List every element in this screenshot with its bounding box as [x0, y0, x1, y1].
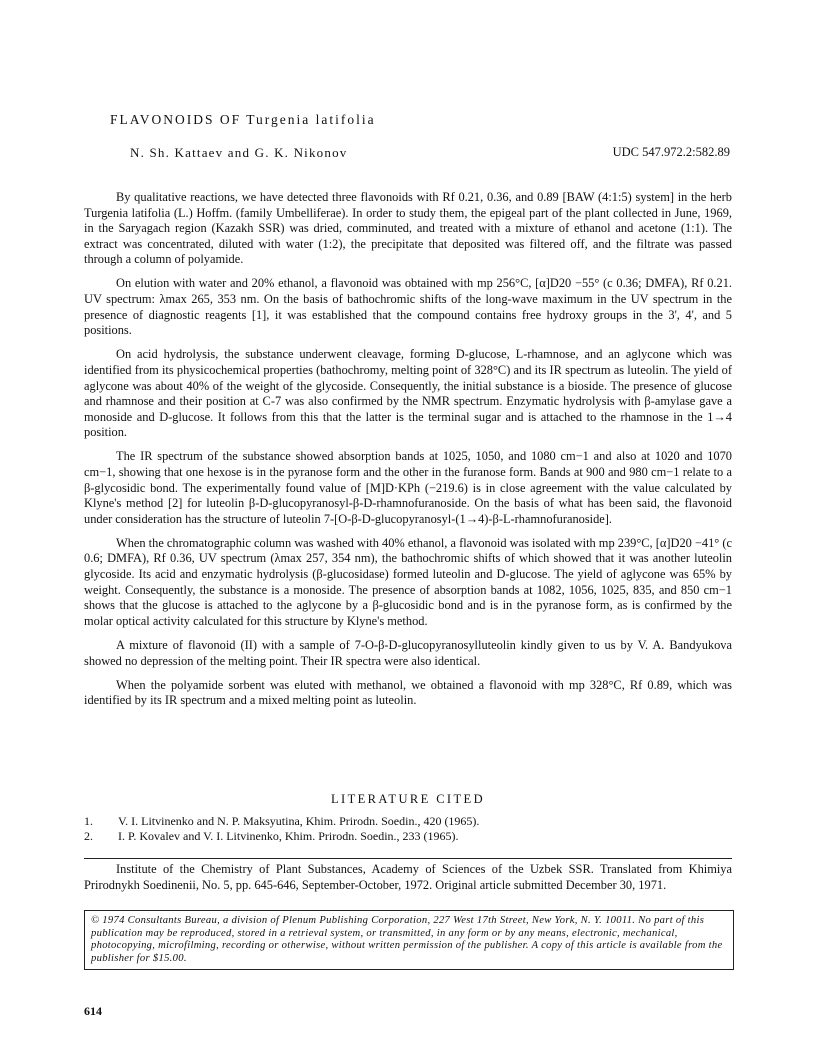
- article-title: FLAVONOIDS OF Turgenia latifolia: [110, 112, 376, 127]
- affiliation-note: Institute of the Chemistry of Plant Substances, Academy of Sciences of the Uzbek SSR. Translated from Khimiya Prirodnykh Soedinenii, No. 5, pp. 645-646, September-October, 1972. Original article submitted December 30, 1971.: [84, 862, 732, 892]
- body-paragraph: A mixture of flavonoid (II) with a sample of 7-O-β-D-glucopyranosylluteolin kindly given to us by V. A. Bandyukova showed no depression of the melting point. Their IR spectra were also identical.: [84, 637, 732, 668]
- references-list: [84, 814, 732, 844]
- body-paragraph: The IR spectrum of the substance showed absorption bands at 1025, 1050, and 1080 cm−1 and also at 1020 and 1070 cm−1, showing that one hexose is in the pyranose form and the other in the furanose form. Bands at 900 and 980 cm−1 relate to a β-glycosidic bond. The experimentally found value of [M]D·KPh (−219.6) is in close agreement with the value calculated by Klyne's method [2] for luteolin β-D-glucopyranosyl-β-D-rhamnofuranoside. On the basis of what has been said, the flavonoid under consideration has the structure of luteolin 7-[O-β-D-glucopyranosyl-(1→4)-β-L-rhamnofuranoside].: [84, 449, 732, 526]
- references-heading: LITERATURE CITED: [330, 792, 485, 806]
- footer-divider: [84, 858, 732, 859]
- page-number: 614: [84, 1004, 102, 1018]
- article-body: [84, 190, 732, 717]
- body-paragraph: On acid hydrolysis, the substance underwent cleavage, forming D-glucose, L-rhamnose, and an aglycone which was identified from its physicochemical properties (bathochromy, melting point of 328°C) and its IR spectrum as luteolin. The yield of aglycone was about 40% of the weight of the glycoside. Consequently, the initial substance is a bioside. The presence of glucose and rhamnose and their position at C-7 was also confirmed by the NMR spectrum. Enzymatic hydrolysis with β-amylase gave a monoside and D-glucose. It follows from this that the latter is the terminal sugar and is attached to the rhamnose in the 1→4 position.: [84, 347, 732, 440]
- udc-code: UDC 547.972.2:582.89: [612, 145, 730, 159]
- copyright-box: © 1974 Consultants Bureau, a division of Plenum Publishing Corporation, 227 West 17th Street, New York, N. Y. 10011. No part of this publication may be reproduced, stored in a retrieval system, or transmitted, in any form or by any means, electronic, mechanical, photocopying, microfilming, recording or otherwise, without written permission of the publisher. A copy of this article is available from the publisher for $15.00.: [84, 910, 734, 970]
- reference-number: 2.: [84, 829, 93, 843]
- body-paragraph: When the polyamide sorbent was eluted with methanol, we obtained a flavonoid with mp 328°C, Rf 0.89, which was identified by its IR spectrum and a mixed melting point as luteolin.: [84, 677, 732, 708]
- body-paragraph: By qualitative reactions, we have detected three flavonoids with Rf 0.21, 0.36, and 0.89 [BAW (4:1:5) system] in the herb Turgenia latifolia (L.) Hoffm. (family Umbelliferae). In order to study them, the epigeal part of the plant collected in June, 1969, in the Saryagach region (Kazakh SSR) was dried, comminuted, and treated with a mixture of ethanol and acetone (1:1). The extract was concentrated, diluted with water (1:2), the precipitate that deposited was filtered off, and the filtrate was passed through a column of polyamide.: [84, 190, 732, 267]
- reference-text: I. P. Kovalev and V. I. Litvinenko, Khim. Prirodn. Soedin., 233 (1965).: [118, 829, 459, 843]
- authors-line: N. Sh. Kattaev and G. K. Nikonov: [130, 145, 348, 160]
- body-paragraph: When the chromatographic column was washed with 40% ethanol, a flavonoid was isolated with mp 239°C, [α]D20 −41° (c 0.6; DMFA), Rf 0.36, UV spectrum (λmax 257, 354 nm), the bathochromic shifts of which showed that it was another luteolin glycoside. Its acid and enzymatic hydrolysis (β-glucosidase) formed luteolin and D-glucose. The yield of aglycone was 65% by weight. Consequently, the substance is a monoside. The presence of absorption bands at 1082, 1056, 1025, 835, and 850 cm−1 shows that the glucose is attached to the aglycone by a β-glucosidic bond and is in the pyranose form, as is confirmed by the molar optical activity calculated for this structure by Klyne's method.: [84, 535, 732, 628]
- body-paragraph: On elution with water and 20% ethanol, a flavonoid was obtained with mp 256°C, [α]D20 −55° (c 0.36; DMFA), Rf 0.21. UV spectrum: λmax 265, 353 nm. On the basis of bathochromic shifts of the long-wave maximum in the UV spectrum in the presence of diagnostic reagents [1], it was established that the compound contains free hydroxy groups in the 3', 4', and 5 positions.: [84, 276, 732, 338]
- reference-number: 1.: [84, 814, 93, 828]
- reference-item: [84, 814, 732, 829]
- reference-item: [84, 829, 732, 844]
- reference-text: V. I. Litvinenko and N. P. Maksyutina, Khim. Prirodn. Soedin., 420 (1965).: [118, 814, 480, 828]
